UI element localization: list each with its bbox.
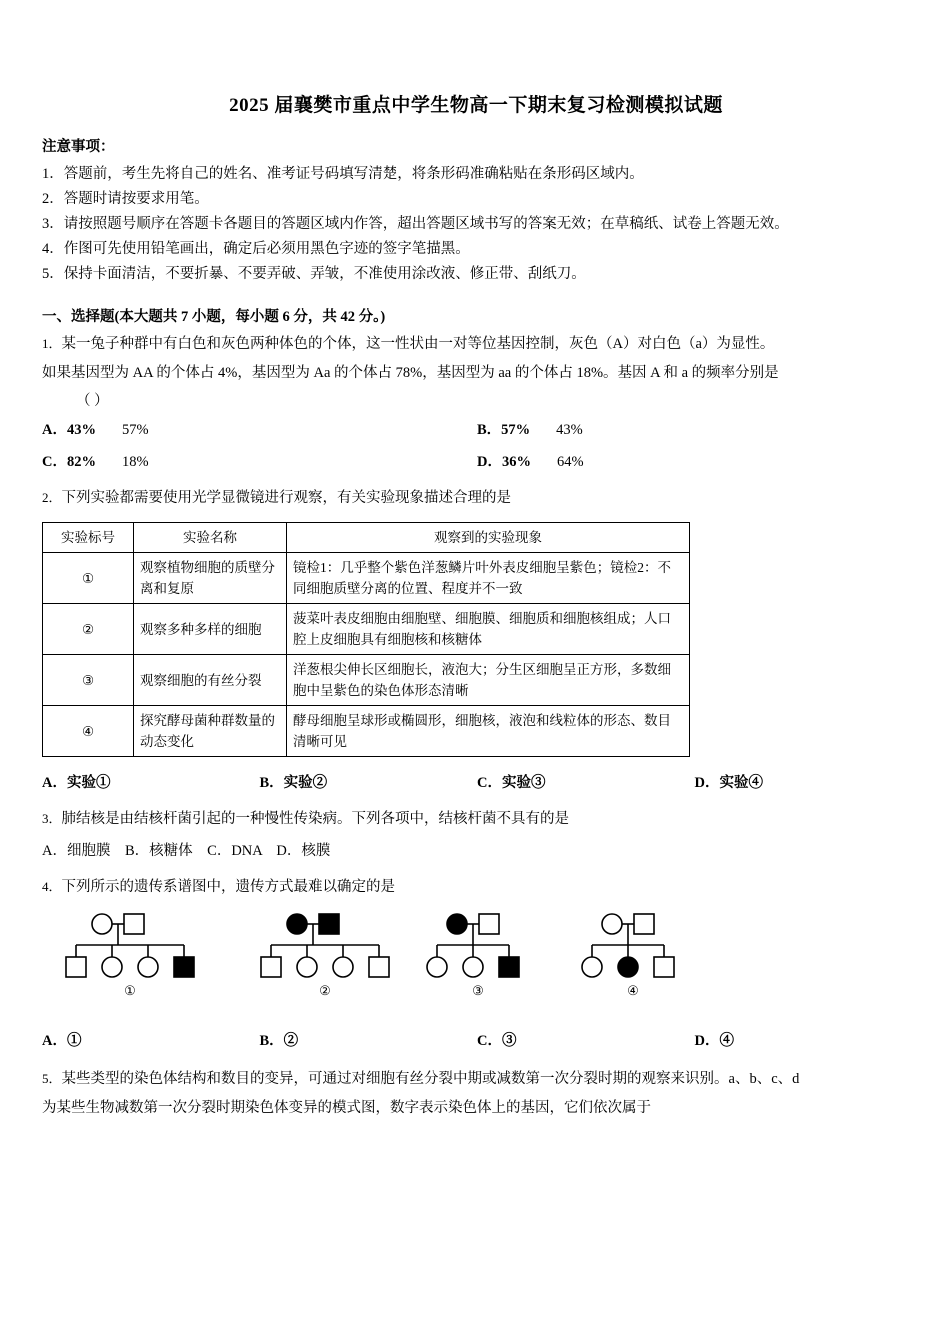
pedigree-figures bbox=[40, 911, 912, 1023]
option-4d-value: ④ bbox=[719, 1033, 734, 1049]
option-4b-label: B． bbox=[259, 1033, 284, 1049]
row-1-no: ① bbox=[43, 553, 134, 604]
row-1-name: 观察植物细胞的质壁分离和复原 bbox=[134, 553, 287, 604]
pedigree-label-2: ② bbox=[319, 983, 331, 998]
option-1d-value: 36% bbox=[501, 454, 531, 470]
pedigree-diagram-4 bbox=[570, 911, 720, 1003]
notice-item-4: 4．作图可先使用铅笔画出，确定后必须用黑色字迹的签字笔描黑。 bbox=[42, 241, 470, 257]
pedigree-diagram-1 bbox=[60, 911, 220, 1003]
question-5 bbox=[42, 1065, 912, 1093]
table-row bbox=[43, 655, 690, 706]
row-4-name: 探究酵母菌种群数量的动态变化 bbox=[134, 706, 287, 757]
question-1-options-row-2 bbox=[42, 450, 912, 474]
option-2c-value: 实验③ bbox=[501, 775, 546, 791]
option-1a-label: A． bbox=[42, 422, 67, 438]
option-2b-value: 实验② bbox=[283, 775, 328, 791]
question-2-stem: 下列实验都需要使用光学显微镜进行观察，有关实验现象描述合理的是 bbox=[61, 490, 512, 506]
question-1-stem-cont: 如果基因型为 AA 的个体占 4%，基因型为 Aa 的个体占 78%，基因型为 aa 的个体占 18%。基因 A 和 a 的频率分别是 bbox=[42, 365, 779, 381]
option-2d[interactable] bbox=[695, 771, 913, 795]
option-1a-value: 43% bbox=[66, 422, 96, 438]
question-1-options-row-1 bbox=[42, 418, 912, 442]
row-3-no: ③ bbox=[43, 655, 134, 706]
option-1c-label: C． bbox=[42, 454, 67, 470]
notice-item-5: 5．保持卡面清洁，不要折暴、不要弄破、弄皱，不准使用涂改液、修正带、刮纸刀。 bbox=[42, 266, 586, 282]
pedigree-diagram-2 bbox=[255, 911, 415, 1003]
option-1c[interactable] bbox=[42, 450, 477, 474]
question-3 bbox=[42, 805, 912, 833]
question-1-stem: 某一兔子种群中有白色和灰色两种体色的个体，这一性状由一对等位基因控制，灰色（A）对白色（a）为显性。 bbox=[61, 336, 775, 352]
option-4d-label: D． bbox=[694, 1033, 720, 1049]
question-2-number: 2． bbox=[42, 490, 62, 505]
question-4-stem: 下列所示的遗传系谱图中，遗传方式最难以确定的是 bbox=[61, 879, 396, 895]
question-1-answer-blank: （ ） bbox=[76, 393, 109, 409]
option-1a[interactable] bbox=[42, 418, 477, 442]
option-1a-value2: 57% bbox=[121, 422, 149, 438]
option-1c-value: 82% bbox=[66, 454, 96, 470]
pedigree-label-3: ③ bbox=[472, 983, 484, 998]
option-4a-value: ① bbox=[66, 1033, 82, 1049]
option-4b[interactable] bbox=[260, 1029, 478, 1053]
row-2-phenomenon: 菠菜叶表皮细胞由细胞壁、细胞膜、细胞质和细胞核组成；人口腔上皮细胞具有细胞核和核糖体 bbox=[287, 604, 690, 655]
question-3-stem: 肺结核是由结核杆菌引起的一种慢性传染病。下列各项中，结核杆菌不具有的是 bbox=[61, 811, 570, 827]
option-2d-label: D． bbox=[694, 775, 720, 791]
option-2a[interactable] bbox=[42, 771, 260, 795]
table-header-no: 实验标号 bbox=[43, 523, 134, 553]
option-1b[interactable] bbox=[477, 418, 912, 442]
option-4b-value: ② bbox=[283, 1033, 299, 1049]
option-4c[interactable] bbox=[477, 1029, 695, 1053]
notice-item-2: 2．答题时请按要求用笔。 bbox=[42, 191, 209, 207]
notice-heading: 注意事项： bbox=[42, 139, 115, 155]
question-4 bbox=[42, 873, 912, 901]
option-1d-value2: 64% bbox=[556, 454, 584, 470]
pedigree-label-1: ① bbox=[124, 983, 136, 998]
option-4c-label: C． bbox=[477, 1033, 502, 1049]
option-1c-value2: 18% bbox=[121, 454, 149, 470]
row-3-phenomenon: 洋葱根尖伸长区细胞长，液泡大；分生区细胞呈正方形，多数细胞中呈紫色的染色体形态清晰 bbox=[287, 655, 690, 706]
pedigree-diagram-3 bbox=[415, 911, 565, 1003]
option-4d[interactable] bbox=[695, 1029, 913, 1053]
option-1d[interactable] bbox=[477, 450, 912, 474]
row-2-no: ② bbox=[43, 604, 134, 655]
table-row bbox=[43, 604, 690, 655]
page-content bbox=[40, 90, 912, 1122]
table-row bbox=[43, 706, 690, 757]
question-2-options bbox=[42, 771, 912, 795]
pedigree-label-4: ④ bbox=[627, 983, 639, 998]
row-1-phenomenon: 镜检1：几乎整个紫色洋葱鳞片叶外表皮细胞呈紫色；镜检2：不同细胞质壁分离的位置、程度并不一致 bbox=[287, 553, 690, 604]
option-4a-label: A． bbox=[42, 1033, 67, 1049]
option-2a-label: A． bbox=[42, 775, 67, 791]
option-1d-label: D． bbox=[477, 454, 502, 470]
question-4-options bbox=[42, 1029, 912, 1053]
option-2c[interactable] bbox=[477, 771, 695, 795]
question-4-number: 4． bbox=[42, 879, 62, 894]
notice-item-3: 3．请按照题号顺序在答题卡各题目的答题区域内作答，超出答题区域书写的答案无效；在草稿纸、试卷上答题无效。 bbox=[42, 216, 789, 232]
question-3-number: 3． bbox=[42, 811, 62, 826]
table-header-name: 实验名称 bbox=[134, 523, 287, 553]
option-4c-value: ③ bbox=[501, 1033, 517, 1049]
question-1 bbox=[42, 330, 912, 358]
experiment-table bbox=[42, 522, 690, 757]
option-4a[interactable] bbox=[42, 1029, 260, 1053]
question-1-number: 1． bbox=[42, 336, 62, 351]
page-title: 2025 届襄樊市重点中学生物高一下期末复习检测模拟试题 bbox=[229, 95, 723, 116]
option-1b-value2: 43% bbox=[556, 422, 583, 438]
option-2d-value: 实验④ bbox=[719, 775, 763, 791]
row-4-phenomenon: 酵母细胞呈球形或椭圆形，细胞核，液泡和线粒体的形态、数目清晰可见 bbox=[287, 706, 690, 757]
option-2b[interactable] bbox=[260, 771, 478, 795]
question-2 bbox=[42, 484, 912, 512]
section-heading: 一、选择题(本大题共 7 小题，每小题 6 分，共 42 分。) bbox=[42, 309, 386, 325]
row-4-no: ④ bbox=[43, 706, 134, 757]
notice-item-1: 1．答题前，考生先将自己的姓名、准考证号码填写清楚，将条形码准确粘贴在条形码区域内。 bbox=[42, 166, 644, 182]
row-2-name: 观察多种多样的细胞 bbox=[134, 604, 287, 655]
table-header-row bbox=[43, 523, 690, 553]
question-5-number: 5． bbox=[42, 1071, 62, 1086]
option-2a-value: 实验① bbox=[66, 775, 111, 791]
table-row bbox=[43, 553, 690, 604]
table-header-phenomenon: 观察到的实验现象 bbox=[287, 523, 690, 553]
row-3-name: 观察细胞的有丝分裂 bbox=[134, 655, 287, 706]
option-1b-label: B． bbox=[477, 422, 502, 438]
option-1b-value: 57% bbox=[501, 422, 531, 438]
option-2c-label: C． bbox=[477, 775, 502, 791]
option-2b-label: B． bbox=[259, 775, 284, 791]
question-5-stem-cont: 为某些生物减数第一次分裂时期染色体变异的模式图，数字表示染色体上的基因，它们依次属于 bbox=[42, 1100, 651, 1116]
question-3-options[interactable]: A．细胞膜 B．核糖体 C．DNA D．核膜 bbox=[42, 843, 331, 859]
question-5-stem: 某些类型的染色体结构和数目的变异，可通过对细胞有丝分裂中期或减数第一次分裂时期的观察来识别。a、b、c、d bbox=[61, 1071, 800, 1087]
